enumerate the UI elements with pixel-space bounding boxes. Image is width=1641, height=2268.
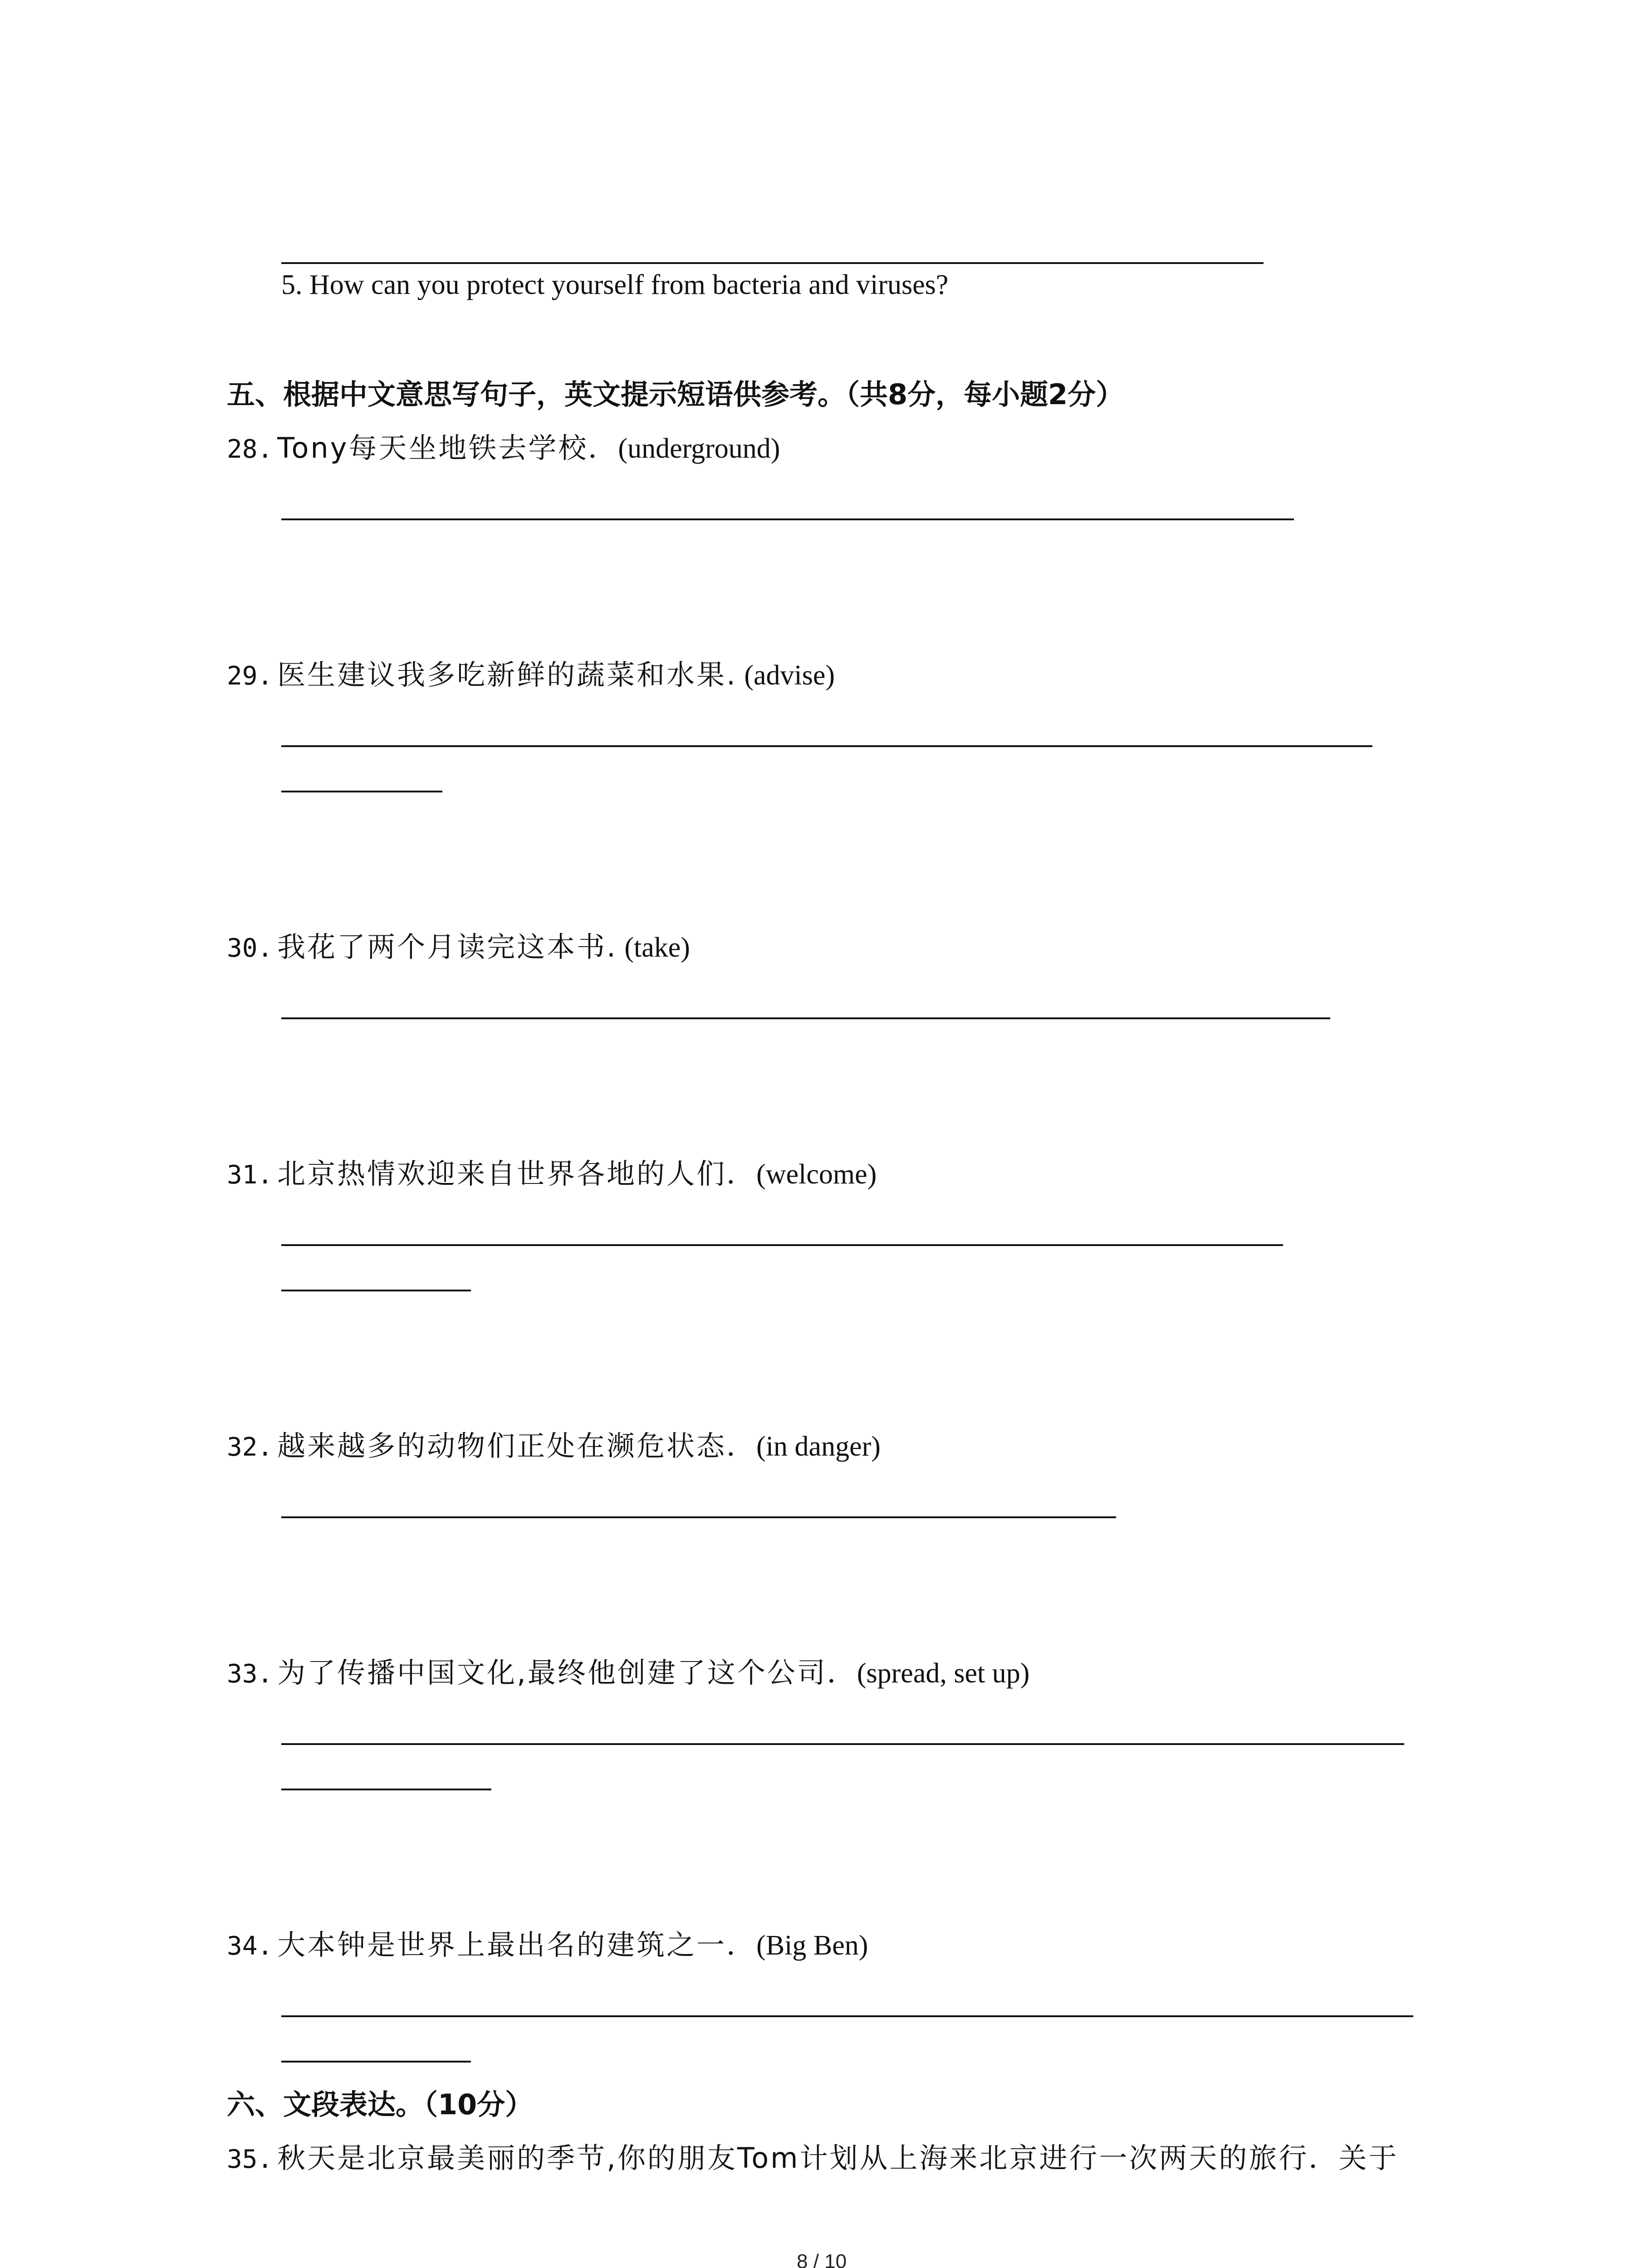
question-hint: (advise): [744, 660, 835, 691]
answer-line-28[interactable]: [281, 518, 1294, 520]
question-34: [227, 1927, 868, 1965]
section-6-heading: 六、文段表达。（10分）: [227, 2088, 534, 2121]
question-chinese: Tony每天坐地铁去学校．: [277, 431, 618, 464]
question-number: 28.: [227, 435, 273, 464]
question-number: 30.: [227, 934, 273, 963]
question-chinese: 大本钟是世界上最出名的建筑之一．: [277, 1928, 757, 1961]
question-number: 31.: [227, 1160, 273, 1190]
question-31: [227, 1156, 877, 1193]
question-hint: (take): [624, 932, 690, 963]
section-5-heading: 五、根据中文意思写句子，英文提示短语供参考。（共8分，每小题2分）: [227, 378, 1124, 411]
question-28: [227, 430, 780, 468]
question-35: [227, 2140, 1399, 2178]
answer-line-31a[interactable]: [281, 1244, 1283, 1246]
question-29: [227, 657, 835, 694]
question-number: 29.: [227, 661, 273, 691]
question-chinese: 北京热情欢迎来自世界各地的人们．: [277, 1157, 757, 1190]
question-number: 33.: [227, 1659, 273, 1689]
answer-line-33b[interactable]: [281, 1789, 491, 1790]
answer-line-32[interactable]: [281, 1516, 1116, 1518]
answer-line-30[interactable]: [281, 1017, 1330, 1019]
answer-line-29a[interactable]: [281, 745, 1372, 747]
question-chinese: 为了传播中国文化,最终他创建了这个公司．: [277, 1656, 857, 1689]
answer-line-31b[interactable]: [281, 1290, 471, 1291]
answer-line-prev[interactable]: [281, 262, 1264, 264]
question-5-text: 5. How can you protect yourself from bacteria and viruses?: [281, 269, 949, 300]
question-number: 35.: [227, 2145, 273, 2174]
page-number: 8 / 10: [797, 2250, 847, 2268]
answer-line-34b[interactable]: [281, 2061, 471, 2063]
question-number: 32.: [227, 1432, 273, 1462]
answer-line-29b[interactable]: [281, 791, 442, 792]
question-hint: (in danger): [756, 1431, 881, 1462]
answer-line-34a[interactable]: [281, 2015, 1413, 2017]
answer-line-33a[interactable]: [281, 1743, 1404, 1745]
question-32: [227, 1428, 881, 1466]
question-chinese: 越来越多的动物们正处在濒危状态．: [277, 1429, 757, 1462]
question-chinese: 秋天是北京最美丽的季节,你的朋友Tom计划从上海来北京进行一次两天的旅行．关于: [277, 2141, 1399, 2175]
question-number: 34.: [227, 1931, 273, 1961]
question-hint: (Big Ben): [756, 1930, 868, 1961]
question-33: [227, 1655, 1029, 1692]
question-hint: (welcome): [756, 1159, 877, 1190]
question-hint: (underground): [618, 433, 780, 464]
question-hint: (spread, set up): [857, 1658, 1030, 1689]
question-chinese: 我花了两个月读完这本书.: [277, 930, 617, 963]
question-chinese: 医生建议我多吃新鲜的蔬菜和水果.: [277, 658, 737, 691]
question-30: [227, 929, 690, 967]
